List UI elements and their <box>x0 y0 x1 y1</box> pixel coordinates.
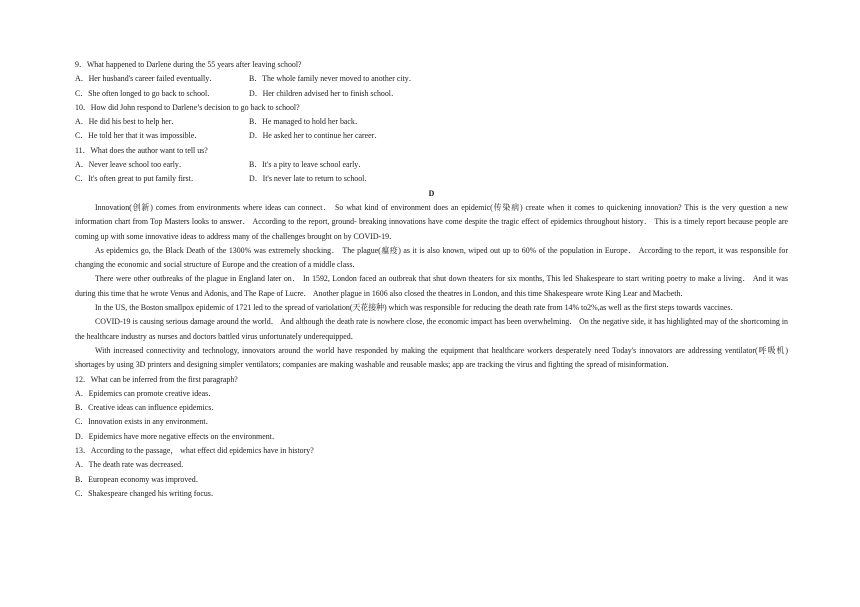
passage-paragraph-4: In the US, the Boston smallpox epidemic of 1721 led to the spread of variolation(天花接种) which was responsible for reducing the death rate from 14% to2%,as well as the first steps towards vaccines． <box>95 303 739 313</box>
question-10-options-row-1 <box>75 115 788 129</box>
question-13-option-c: C．Shakespeare changed his writing focus． <box>75 488 219 498</box>
question-12-option-a: A．Epidemics can promote creative ideas． <box>75 388 217 398</box>
question-12-stem: 12．What can be inferred from the first paragraph? <box>75 374 238 384</box>
passage-paragraph-6: With increased connectivity and technology, innovators around the world have responded by making the equipment that healthcare workers desperately need Today's innovators are addressing ventilator(呼吸机) shortages by using 3D printers and designing simpler ventilators; companies are making washable and reusable masks; app are tracking the virus and fighting the spread of misinformation． <box>75 345 788 370</box>
question-11-stem: 11．What does the author want to tell us? <box>75 145 208 155</box>
question-11-options-row-2 <box>75 172 788 186</box>
question-10-options-row-2 <box>75 129 788 143</box>
question-9-option-c: C．She often longed to go back to school． <box>75 88 216 98</box>
passage-paragraph-5: COVID-19 is causing serious damage around the world． And although the death rate is nowhere close, the economic impact has been overwhelming． On the negative side, it has highlighted may of the shortcoming in the healthcare industry as nurses and doctors battled virus unfortunately underequipped． <box>75 317 788 341</box>
question-9-option-b: B．The whole family never moved to another city． <box>249 74 417 84</box>
question-12-option-b: B．Creative ideas can influence epidemics． <box>75 403 220 413</box>
passage-paragraph-2: As epidemics go, the Black Death of the 1300% was extremely shocking． The plague(瘟疫) as it is also known, wiped out up to 60% of the population in Europe． According to the report, it was responsible for changing the economic and social structure of Europe and the creation of a middle class． <box>75 245 788 270</box>
question-9-options-row-1 <box>75 72 788 86</box>
question-12-option-d: D．Epidemics have more negative effects on the environment． <box>75 431 280 441</box>
question-11-option-d: D．It's never late to return to school． <box>249 174 373 184</box>
question-13-option-b: B．European economy was improved． <box>75 474 204 484</box>
question-13-option-a: A．The death rate was decreased． <box>75 460 189 470</box>
question-11-options-row-1 <box>75 158 788 172</box>
page-content <box>75 58 788 501</box>
question-13-stem: 13．According to the passage， what effect did epidemics have in history? <box>75 446 314 456</box>
passage-paragraph-1: Innovation(创新) comes from environments where ideas can connect． So what kind of environment does an epidemic(传染病) create when it comes to quickening innovation? This is the very question a new information chart from Top Masters looks to answer． According to the report, ground- breaking innovations have come despite the tragic effect of epidemics throughout history． This is a timely report because people are coming up with some innovative ideas to address many of the challenges brought on by COVID-19． <box>75 202 788 241</box>
question-11-option-a: A．Never leave school too early． <box>75 160 187 170</box>
question-9-stem: 9．What happened to Darlene during the 55 years after leaving school? <box>75 60 302 69</box>
question-10-option-d: D．He asked her to continue her career． <box>249 131 383 141</box>
question-12-option-c: C．Innovation exists in any environment． <box>75 417 214 427</box>
question-10-option-c: C．He told her that it was impossible． <box>75 131 203 141</box>
question-10-option-b: B．He managed to hold her back． <box>249 117 363 127</box>
question-10-stem: 10．How did John respond to Darlene’s decision to go back to school? <box>75 102 300 112</box>
question-10-option-a: A．He did his best to help her． <box>75 117 180 127</box>
question-9-option-a: A．Her husband's career failed eventually． <box>75 74 218 84</box>
question-9-options-row-2 <box>75 87 788 101</box>
question-11-option-c: C．It's often great to put family first． <box>75 174 199 184</box>
section-heading: D <box>428 188 435 198</box>
question-9-option-d: D．Her children advised her to finish school． <box>249 88 399 98</box>
question-11-option-b: B．It's a pity to leave school early． <box>249 160 367 170</box>
passage-paragraph-3: There were other outbreaks of the plague in England later on． In 1592, London faced an outbreak that shut down theaters for six months, This led Shakespeare to start writing poetry to make a living． And it was during this time that he wrote Venus and Adonis, and The Rape of Lucre． Another plague in 1606 also closed the theatres in London, and this time Shakespeare wrote King Lear and Macbeth． <box>75 274 788 298</box>
